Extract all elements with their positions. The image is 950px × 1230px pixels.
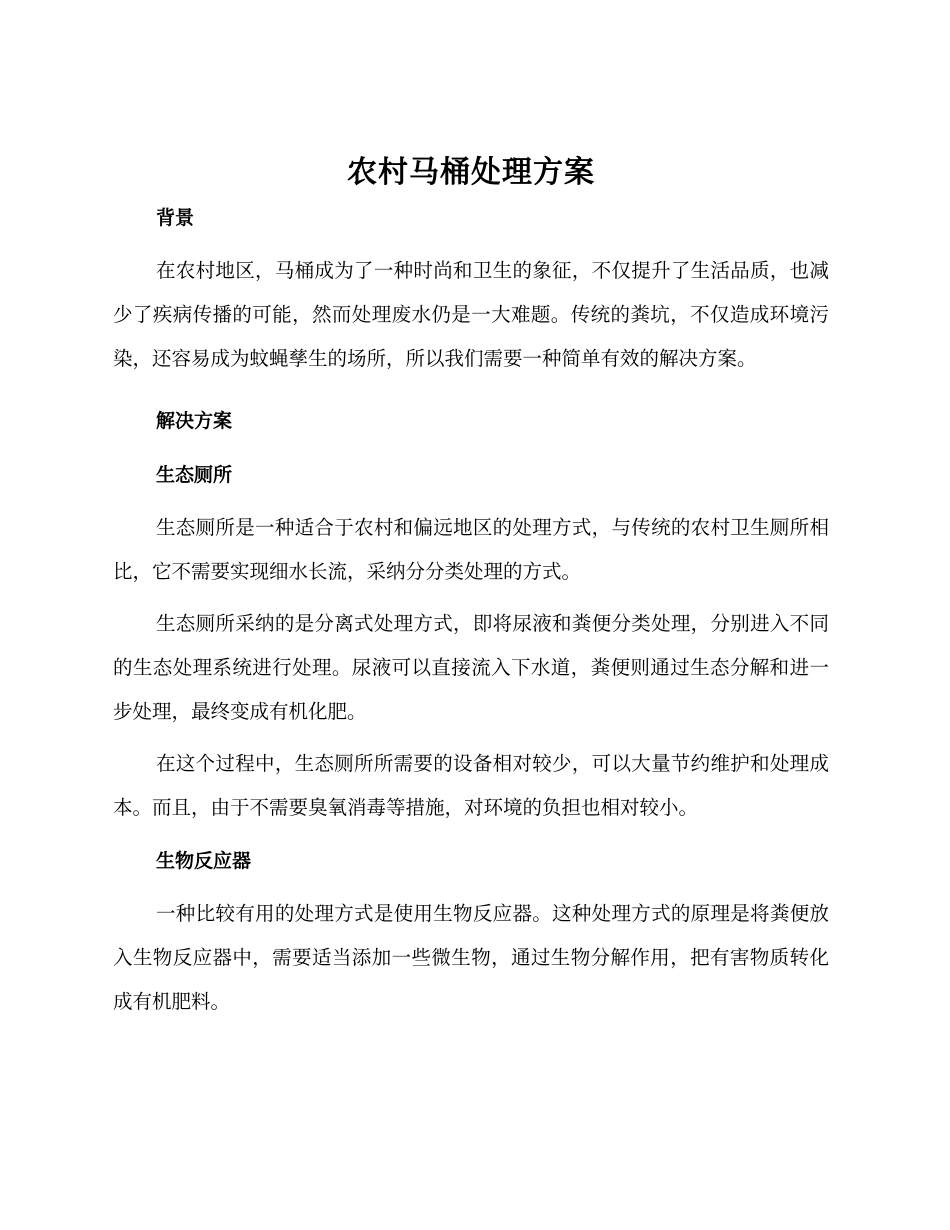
paragraph-eco-toilet-3: 在这个过程中，生态厕所所需要的设备相对较少，可以大量节约维护和处理成本。而且，由于不需要臭氧消毒等措施，对环境的负担也相对较小。 [113,752,829,819]
document-title: 农村马桶处理方案 [347,155,595,190]
section-heading-solution: 解决方案 [156,410,233,432]
paragraph-eco-toilet-2: 生态厕所采纳的是分离式处理方式，即将尿液和粪便分类处理，分别进入不同的生态处理系统进行处理。尿液可以直接流入下水道，粪便则通过生态分解和进一步处理，最终变成有机化肥。 [113,612,829,723]
document-body [113,150,829,1024]
section-heading-eco-toilet: 生态厕所 [156,464,233,486]
paragraph-eco-toilet-1: 生态厕所是一种适合于农村和偏远地区的处理方式，与传统的农村卫生厕所相比，它不需要实现细水长流，采纳分分类处理的方式。 [113,516,829,583]
section-heading-background: 背景 [156,207,195,229]
section-heading-bioreactor: 生物反应器 [156,850,252,872]
paragraph-bioreactor: 一种比较有用的处理方式是使用生物反应器。这种处理方式的原理是将粪便放入生物反应器中，需要适当添加一些微生物，通过生物分解作用，把有害物质转化成有机肥料。 [113,902,829,1013]
paragraph-background: 在农村地区，马桶成为了一种时尚和卫生的象征，不仅提升了生活品质，也减少了疾病传播的可能，然而处理废水仍是一大难题。传统的粪坑，不仅造成环境污染，还容易成为蚊蝇孳生的场所，所以我们需要一种简单有效的解决方案。 [113,259,829,370]
